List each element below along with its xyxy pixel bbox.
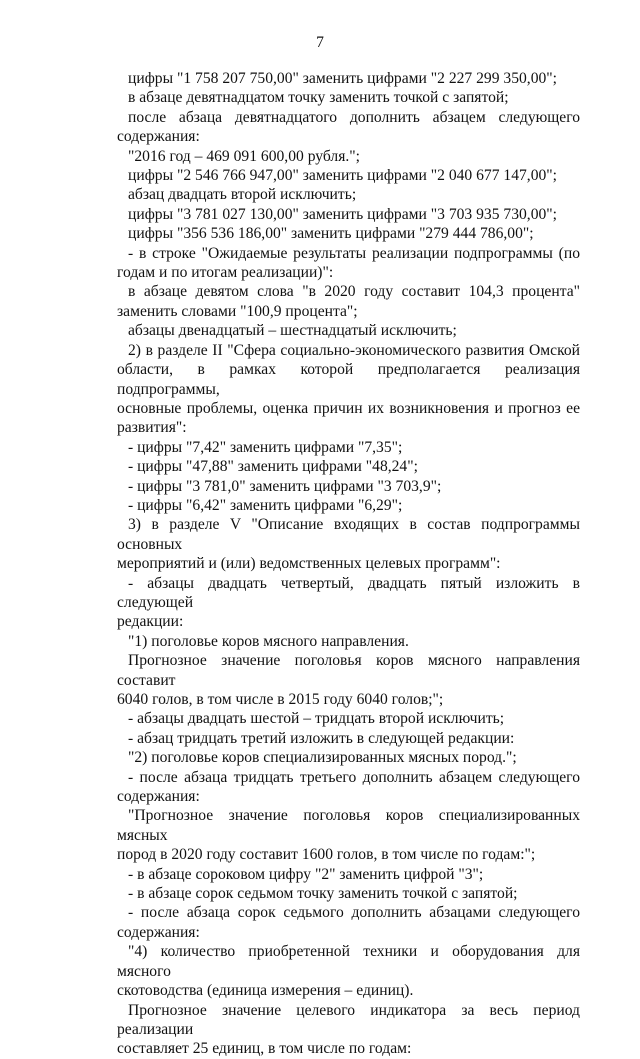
paragraph: - цифры "6,42" заменить цифрами "6,29"; [128,496,403,514]
paragraph-line: мероприятий и (или) ведомственных целевых программ": [117,555,501,573]
paragraph: цифры "1 758 207 750,00" заменить цифрами "2 227 299 350,00"; [128,70,557,87]
paragraph [117,903,580,942]
paragraph-line: 3) в разделе V "Описание входящих в состав подпрограммы основных [117,516,580,553]
paragraph-line: "Прогнозное значение поголовья коров специализированных мясных [117,807,580,844]
paragraph: абзацы двенадцатый – шестнадцатый исключить; [128,322,457,340]
paragraph-line: 6040 голов, в том числе в 2015 году 6040 голов;"; [117,691,444,708]
paragraph-line: в абзаце девятом слова "в 2020 году составит 104,3 процента" [128,283,580,301]
paragraph: - абзацы двадцать шестой – тридцать второй исключить; [128,710,505,728]
paragraph-line: скотоводства (единица измерения – единиц). [117,982,414,1000]
paragraph: "1) поголовье коров мясного направления. [128,632,409,650]
paragraph-line: годам и по итогам реализации)": [117,264,334,282]
paragraph [117,651,580,709]
page-number: 7 [316,34,324,51]
paragraph-line: развития": [117,419,187,437]
document-body [117,69,580,1059]
paragraph: цифры "2 546 766 947,00" заменить цифрами "2 040 677 147,00"; [128,167,557,185]
paragraph [117,806,580,864]
paragraph-line: содержания: [117,923,200,941]
paragraph: - в абзаце сорок седьмом точку заменить точкой с запятой; [128,885,518,903]
paragraph-line: - абзацы двадцать четвертый, двадцать пятый изложить в следующей [117,574,580,611]
paragraph-line: - в строке "Ожидаемые результаты реализации подпрограммы (по [128,244,580,262]
paragraph [117,244,580,283]
paragraph [117,574,580,632]
paragraph-line: области, в рамках которой предполагается реализация подпрограммы, [117,361,580,398]
paragraph: - цифры "47,88" заменить цифрами "48,24"; [128,458,418,476]
paragraph-line: Прогнозное значение поголовья коров мясного направления составит [117,652,580,689]
paragraph-line: - после абзаца сорок седьмого дополнить абзацами следующего [128,904,580,922]
paragraph-line: 2) в разделе II "Сфера социально-экономического развития Омской [128,341,580,359]
paragraph: "2) поголовье коров специализированных мясных пород."; [128,749,517,767]
paragraph: абзац двадцать второй исключить; [128,186,357,204]
paragraph [117,282,580,321]
paragraph [117,768,580,807]
paragraph-line: - после абзаца тридцать третьего дополнить абзацем следующего [128,768,580,786]
paragraph-line: пород в 2020 году составит 1600 голов, в том числе по годам:"; [117,846,536,864]
paragraph-line: заменить словами "100,9 процента"; [117,302,358,320]
paragraph-line: содержания: [117,128,200,146]
paragraph-line: содержания: [117,788,200,806]
paragraph [117,1001,580,1059]
paragraph [117,515,580,573]
paragraph: - абзац тридцать третий изложить в следующей редакции: [128,729,515,747]
paragraph-line: "4) количество приобретенной техники и оборудования для мясного [117,943,580,980]
paragraph: "2016 год – 469 091 600,00 рубля."; [128,147,360,165]
paragraph: - в абзаце сороковом цифру "2" заменить цифрой "3"; [128,865,484,883]
paragraph [117,108,580,147]
paragraph-line: основные проблемы, оценка причин их возникновения и прогноз ее [117,399,580,417]
paragraph-line: после абзаца девятнадцатого дополнить абзацем следующего [128,108,580,126]
paragraph [117,942,580,1000]
paragraph [117,341,580,438]
paragraph-line: Прогнозное значение целевого индикатора за весь период реализации [117,1001,580,1038]
paragraph: цифры "3 781 027 130,00" заменить цифрами "3 703 935 730,00"; [128,205,557,223]
paragraph: - цифры "3 781,0" заменить цифрами "3 703,9"; [128,477,442,495]
paragraph-line: редакции: [117,613,184,631]
paragraph: в абзаце девятнадцатом точку заменить точкой с запятой; [128,89,509,107]
paragraph: цифры "356 536 186,00" заменить цифрами "279 444 786,00"; [128,225,534,243]
paragraph-line: составляет 25 единиц, в том числе по годам: [117,1040,412,1058]
paragraph: - цифры "7,42" заменить цифрами "7,35"; [128,438,403,456]
